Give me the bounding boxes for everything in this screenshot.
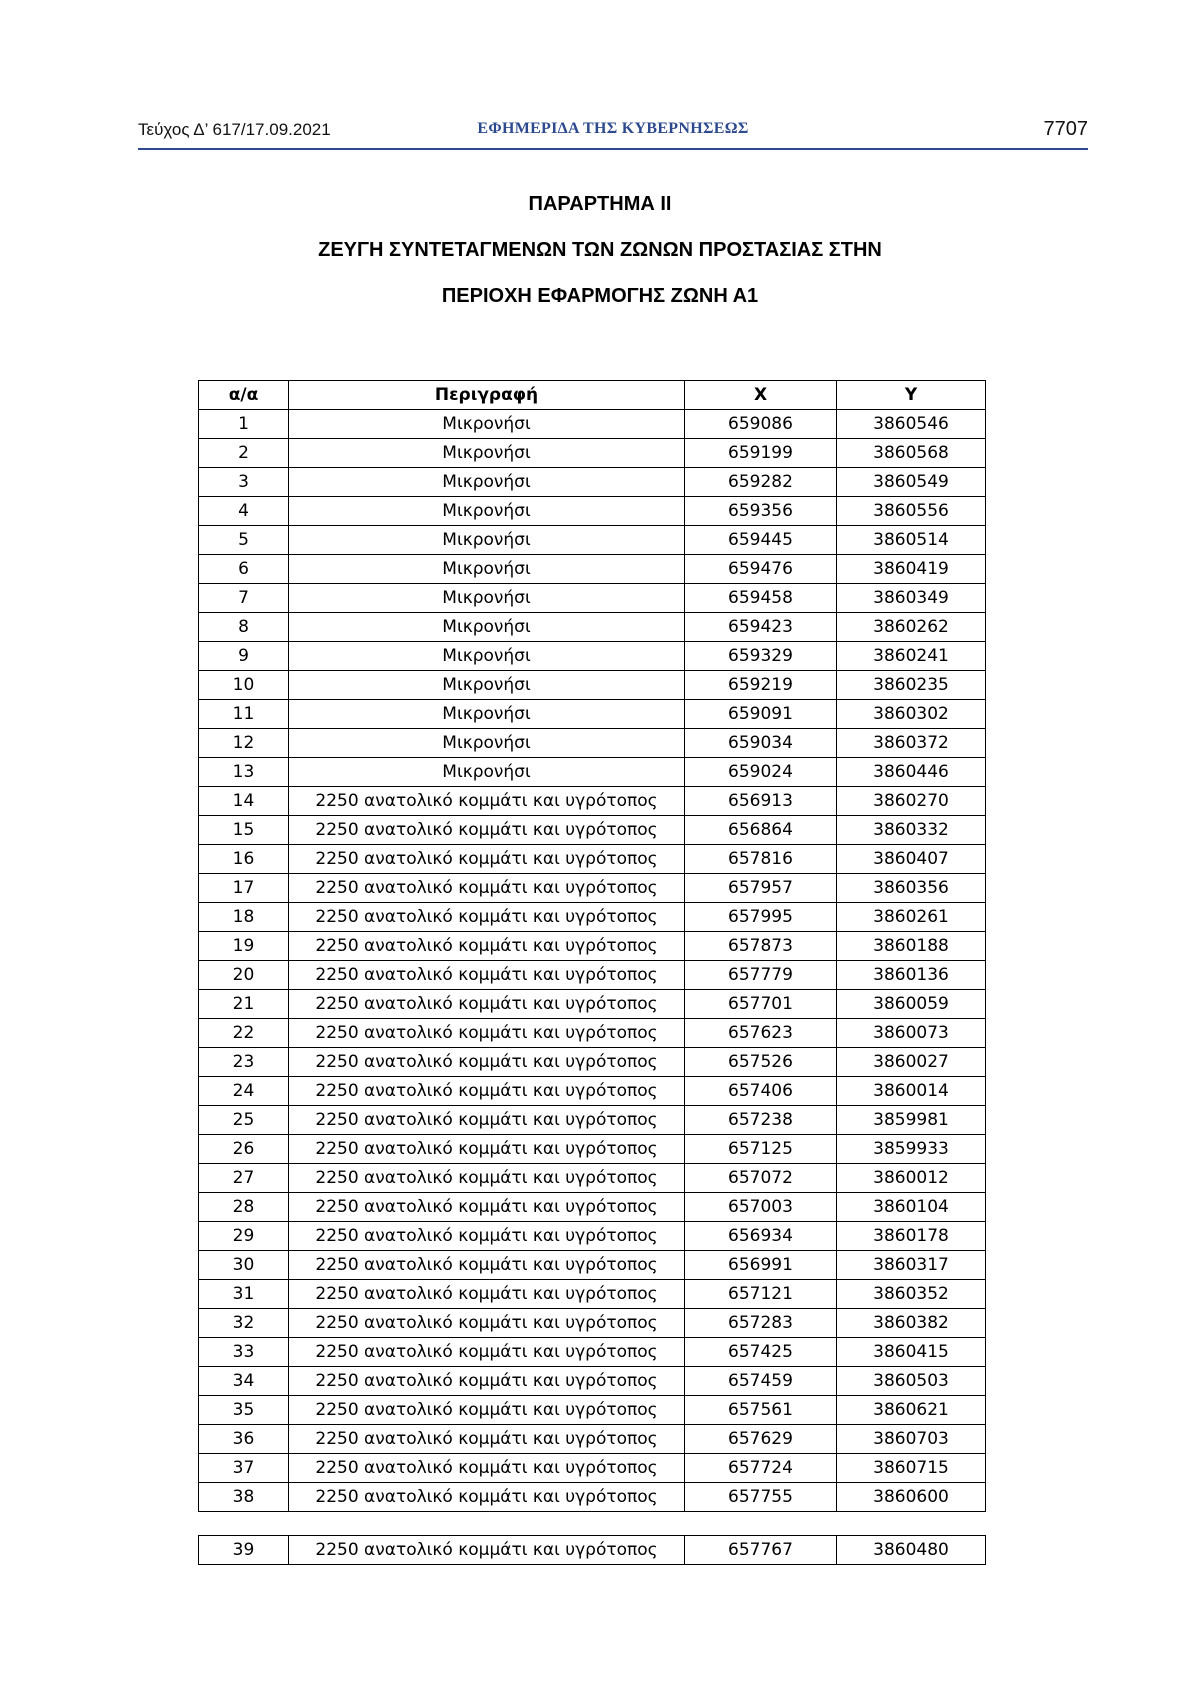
- description-cell: 2250 ανατολικό κομμάτι και υγρότοπος: [289, 874, 685, 903]
- y-coordinate-cell: 3860372: [837, 729, 986, 758]
- x-coordinate-cell: 657561: [685, 1396, 837, 1425]
- row-index-cell: 33: [199, 1338, 289, 1367]
- description-cell: 2250 ανατολικό κομμάτι και υγρότοπος: [289, 1048, 685, 1077]
- row-index-cell: 28: [199, 1193, 289, 1222]
- x-coordinate-cell: 657724: [685, 1454, 837, 1483]
- x-coordinate-cell: 659091: [685, 700, 837, 729]
- column-header-y: Y: [837, 381, 986, 410]
- table-row: [199, 990, 986, 1019]
- row-index-cell: 36: [199, 1425, 289, 1454]
- table-row: [199, 1251, 986, 1280]
- x-coordinate-cell: 657238: [685, 1106, 837, 1135]
- description-cell: 2250 ανατολικό κομμάτι και υγρότοπος: [289, 1019, 685, 1048]
- column-header-description: Περιγραφή: [289, 381, 685, 410]
- table-row: [199, 642, 986, 671]
- row-index-cell: 10: [199, 671, 289, 700]
- y-coordinate-cell: 3860556: [837, 497, 986, 526]
- x-coordinate-cell: 659086: [685, 410, 837, 439]
- table-row: [199, 497, 986, 526]
- row-index-cell: 35: [199, 1396, 289, 1425]
- y-coordinate-cell: 3860261: [837, 903, 986, 932]
- x-coordinate-cell: 659282: [685, 468, 837, 497]
- row-index-cell: 18: [199, 903, 289, 932]
- annex-title: ΠΑΡΑΡΤΗΜΑ ΙΙ: [528, 193, 672, 215]
- x-coordinate-cell: 659024: [685, 758, 837, 787]
- y-coordinate-cell: 3860514: [837, 526, 986, 555]
- y-coordinate-cell: 3860014: [837, 1077, 986, 1106]
- description-cell: 2250 ανατολικό κομμάτι και υγρότοπος: [289, 1251, 685, 1280]
- x-coordinate-cell: 657767: [685, 1536, 837, 1565]
- description-cell: Μικρονήσι: [289, 642, 685, 671]
- row-index-cell: 16: [199, 845, 289, 874]
- description-cell: 2250 ανατολικό κομμάτι και υγρότοπος: [289, 1338, 685, 1367]
- y-coordinate-cell: 3860568: [837, 439, 986, 468]
- row-index-cell: 29: [199, 1222, 289, 1251]
- table-row: [199, 903, 986, 932]
- x-coordinate-cell: 659329: [685, 642, 837, 671]
- table-row: [199, 787, 986, 816]
- y-coordinate-cell: 3860546: [837, 410, 986, 439]
- table-row: [199, 1396, 986, 1425]
- row-index-cell: 4: [199, 497, 289, 526]
- description-cell: Μικρονήσι: [289, 526, 685, 555]
- row-index-cell: 21: [199, 990, 289, 1019]
- table-row: [199, 1106, 986, 1135]
- y-coordinate-cell: 3860188: [837, 932, 986, 961]
- row-index-cell: 1: [199, 410, 289, 439]
- y-coordinate-cell: 3860027: [837, 1048, 986, 1077]
- x-coordinate-cell: 657425: [685, 1338, 837, 1367]
- description-cell: 2250 ανατολικό κομμάτι και υγρότοπος: [289, 1309, 685, 1338]
- row-index-cell: 19: [199, 932, 289, 961]
- row-index-cell: 14: [199, 787, 289, 816]
- table-row: [199, 468, 986, 497]
- column-header-x: X: [685, 381, 837, 410]
- description-cell: Μικρονήσι: [289, 468, 685, 497]
- y-coordinate-cell: 3860600: [837, 1483, 986, 1512]
- table-row: [199, 1280, 986, 1309]
- x-coordinate-cell: 659034: [685, 729, 837, 758]
- x-coordinate-cell: 657003: [685, 1193, 837, 1222]
- table-row: [199, 555, 986, 584]
- coordinates-table-continuation: [198, 1535, 986, 1565]
- row-index-cell: 39: [199, 1536, 289, 1565]
- x-coordinate-cell: 656934: [685, 1222, 837, 1251]
- x-coordinate-cell: 659356: [685, 497, 837, 526]
- description-cell: Μικρονήσι: [289, 729, 685, 758]
- y-coordinate-cell: 3860104: [837, 1193, 986, 1222]
- description-cell: Μικρονήσι: [289, 613, 685, 642]
- row-index-cell: 38: [199, 1483, 289, 1512]
- table-row: [199, 1048, 986, 1077]
- y-coordinate-cell: 3860621: [837, 1396, 986, 1425]
- y-coordinate-cell: 3860382: [837, 1309, 986, 1338]
- issue-label: Τεύχος Δ’ 617/17.09.2021: [138, 120, 331, 139]
- row-index-cell: 22: [199, 1019, 289, 1048]
- row-index-cell: 15: [199, 816, 289, 845]
- y-coordinate-cell: 3860136: [837, 961, 986, 990]
- row-index-cell: 8: [199, 613, 289, 642]
- y-coordinate-cell: 3860178: [837, 1222, 986, 1251]
- y-coordinate-cell: 3860262: [837, 613, 986, 642]
- description-cell: Μικρονήσι: [289, 410, 685, 439]
- row-index-cell: 30: [199, 1251, 289, 1280]
- x-coordinate-cell: 657701: [685, 990, 837, 1019]
- table-row: [199, 758, 986, 787]
- column-header-index: α/α: [199, 381, 289, 410]
- table-row: [199, 874, 986, 903]
- y-coordinate-cell: 3860419: [837, 555, 986, 584]
- description-cell: Μικρονήσι: [289, 758, 685, 787]
- x-coordinate-cell: 657406: [685, 1077, 837, 1106]
- y-coordinate-cell: 3860349: [837, 584, 986, 613]
- description-cell: 2250 ανατολικό κομμάτι και υγρότοπος: [289, 1367, 685, 1396]
- description-cell: 2250 ανατολικό κομμάτι και υγρότοπος: [289, 1280, 685, 1309]
- y-coordinate-cell: 3860235: [837, 671, 986, 700]
- coordinates-table-body: [199, 410, 986, 1512]
- table-row: [199, 1425, 986, 1454]
- description-cell: 2250 ανατολικό κομμάτι και υγρότοπος: [289, 1425, 685, 1454]
- description-cell: 2250 ανατολικό κομμάτι και υγρότοπος: [289, 787, 685, 816]
- y-coordinate-cell: 3860446: [837, 758, 986, 787]
- y-coordinate-cell: 3859933: [837, 1135, 986, 1164]
- table-row: [199, 1483, 986, 1512]
- table-row: [199, 584, 986, 613]
- description-cell: 2250 ανατολικό κομμάτι και υγρότοπος: [289, 932, 685, 961]
- table-row: [199, 700, 986, 729]
- x-coordinate-cell: 657121: [685, 1280, 837, 1309]
- row-index-cell: 13: [199, 758, 289, 787]
- y-coordinate-cell: 3860073: [837, 1019, 986, 1048]
- description-cell: Μικρονήσι: [289, 671, 685, 700]
- description-cell: Μικρονήσι: [289, 584, 685, 613]
- description-cell: 2250 ανατολικό κομμάτι και υγρότοπος: [289, 1106, 685, 1135]
- description-cell: 2250 ανατολικό κομμάτι και υγρότοπος: [289, 1193, 685, 1222]
- table-row: [199, 439, 986, 468]
- description-cell: Μικρονήσι: [289, 700, 685, 729]
- x-coordinate-cell: 657995: [685, 903, 837, 932]
- description-cell: 2250 ανατολικό κομμάτι και υγρότοπος: [289, 990, 685, 1019]
- description-cell: 2250 ανατολικό κομμάτι και υγρότοπος: [289, 1135, 685, 1164]
- x-coordinate-cell: 659458: [685, 584, 837, 613]
- table-row: [199, 671, 986, 700]
- row-index-cell: 11: [199, 700, 289, 729]
- coordinates-table-continuation-body: [199, 1536, 986, 1565]
- y-coordinate-cell: 3860302: [837, 700, 986, 729]
- table-row: [199, 1338, 986, 1367]
- row-index-cell: 2: [199, 439, 289, 468]
- annex-subtitle-line2: ΠΕΡΙΟΧΗ ΕΦΑΡΜΟΓΗΣ ΖΩΝΗ Α1: [441, 285, 759, 307]
- x-coordinate-cell: 659445: [685, 526, 837, 555]
- description-cell: 2250 ανατολικό κομμάτι και υγρότοπος: [289, 1483, 685, 1512]
- table-row: [199, 613, 986, 642]
- description-cell: 2250 ανατολικό κομμάτι και υγρότοπος: [289, 1164, 685, 1193]
- description-cell: 2250 ανατολικό κομμάτι και υγρότοπος: [289, 816, 685, 845]
- y-coordinate-cell: 3860480: [837, 1536, 986, 1565]
- y-coordinate-cell: 3860352: [837, 1280, 986, 1309]
- y-coordinate-cell: 3860407: [837, 845, 986, 874]
- y-coordinate-cell: 3860356: [837, 874, 986, 903]
- y-coordinate-cell: 3860715: [837, 1454, 986, 1483]
- table-row: [199, 729, 986, 758]
- table-row: [199, 526, 986, 555]
- row-index-cell: 24: [199, 1077, 289, 1106]
- row-index-cell: 20: [199, 961, 289, 990]
- x-coordinate-cell: 659476: [685, 555, 837, 584]
- row-index-cell: 25: [199, 1106, 289, 1135]
- title-block: [0, 190, 1200, 328]
- y-coordinate-cell: 3859981: [837, 1106, 986, 1135]
- x-coordinate-cell: 659423: [685, 613, 837, 642]
- table-row: [199, 816, 986, 845]
- x-coordinate-cell: 659219: [685, 671, 837, 700]
- coordinates-table: [198, 380, 986, 1512]
- x-coordinate-cell: 657283: [685, 1309, 837, 1338]
- table-row: [199, 1222, 986, 1251]
- y-coordinate-cell: 3860241: [837, 642, 986, 671]
- row-index-cell: 9: [199, 642, 289, 671]
- table-row: [199, 1536, 986, 1565]
- description-cell: Μικρονήσι: [289, 497, 685, 526]
- description-cell: Μικρονήσι: [289, 555, 685, 584]
- row-index-cell: 17: [199, 874, 289, 903]
- description-cell: 2250 ανατολικό κομμάτι και υγρότοπος: [289, 961, 685, 990]
- row-index-cell: 27: [199, 1164, 289, 1193]
- row-index-cell: 7: [199, 584, 289, 613]
- description-cell: Μικρονήσι: [289, 439, 685, 468]
- y-coordinate-cell: 3860012: [837, 1164, 986, 1193]
- table-row: [199, 1454, 986, 1483]
- table-row: [199, 1135, 986, 1164]
- x-coordinate-cell: 657957: [685, 874, 837, 903]
- description-cell: 2250 ανατολικό κομμάτι και υγρότοπος: [289, 1454, 685, 1483]
- y-coordinate-cell: 3860317: [837, 1251, 986, 1280]
- y-coordinate-cell: 3860332: [837, 816, 986, 845]
- x-coordinate-cell: 656991: [685, 1251, 837, 1280]
- description-cell: 2250 ανατολικό κομμάτι και υγρότοπος: [289, 1396, 685, 1425]
- annex-subtitle-line1: ΖΕΥΓΗ ΣΥΝΤΕΤΑΓΜΕΝΩΝ ΤΩΝ ΖΩΝΩΝ ΠΡΟΣΤΑΣΙΑΣ ΣΤΗΝ: [318, 239, 882, 261]
- description-cell: 2250 ανατολικό κομμάτι και υγρότοπος: [289, 903, 685, 932]
- table-row: [199, 1077, 986, 1106]
- table-row: [199, 961, 986, 990]
- y-coordinate-cell: 3860549: [837, 468, 986, 497]
- y-coordinate-cell: 3860415: [837, 1338, 986, 1367]
- table-row: [199, 1367, 986, 1396]
- table-header-row: [199, 381, 986, 410]
- x-coordinate-cell: 656864: [685, 816, 837, 845]
- x-coordinate-cell: 657125: [685, 1135, 837, 1164]
- description-cell: 2250 ανατολικό κομμάτι και υγρότοπος: [289, 845, 685, 874]
- row-index-cell: 34: [199, 1367, 289, 1396]
- row-index-cell: 5: [199, 526, 289, 555]
- x-coordinate-cell: 657072: [685, 1164, 837, 1193]
- y-coordinate-cell: 3860270: [837, 787, 986, 816]
- x-coordinate-cell: 657623: [685, 1019, 837, 1048]
- row-index-cell: 32: [199, 1309, 289, 1338]
- table-row: [199, 1193, 986, 1222]
- x-coordinate-cell: 657459: [685, 1367, 837, 1396]
- x-coordinate-cell: 657629: [685, 1425, 837, 1454]
- y-coordinate-cell: 3860503: [837, 1367, 986, 1396]
- table-row: [199, 845, 986, 874]
- x-coordinate-cell: 659199: [685, 439, 837, 468]
- row-index-cell: 31: [199, 1280, 289, 1309]
- description-cell: 2250 ανατολικό κομμάτι και υγρότοπος: [289, 1222, 685, 1251]
- table-row: [199, 1019, 986, 1048]
- table-row: [199, 1309, 986, 1338]
- x-coordinate-cell: 657779: [685, 961, 837, 990]
- x-coordinate-cell: 657873: [685, 932, 837, 961]
- gazette-title: ΕΦΗΜΕΡΙΔΑ ΤΗΣ ΚΥΒΕΡΝΗΣΕΩΣ: [477, 120, 749, 137]
- header-rule: [138, 148, 1088, 150]
- row-index-cell: 37: [199, 1454, 289, 1483]
- table-row: [199, 410, 986, 439]
- row-index-cell: 3: [199, 468, 289, 497]
- y-coordinate-cell: 3860059: [837, 990, 986, 1019]
- row-index-cell: 6: [199, 555, 289, 584]
- y-coordinate-cell: 3860703: [837, 1425, 986, 1454]
- x-coordinate-cell: 657526: [685, 1048, 837, 1077]
- row-index-cell: 26: [199, 1135, 289, 1164]
- page-header: [138, 118, 1088, 148]
- x-coordinate-cell: 657755: [685, 1483, 837, 1512]
- description-cell: 2250 ανατολικό κομμάτι και υγρότοπος: [289, 1077, 685, 1106]
- page-number: 7707: [1043, 118, 1088, 140]
- row-index-cell: 12: [199, 729, 289, 758]
- x-coordinate-cell: 657816: [685, 845, 837, 874]
- table-row: [199, 1164, 986, 1193]
- table-row: [199, 932, 986, 961]
- x-coordinate-cell: 656913: [685, 787, 837, 816]
- description-cell: 2250 ανατολικό κομμάτι και υγρότοπος: [289, 1536, 685, 1565]
- row-index-cell: 23: [199, 1048, 289, 1077]
